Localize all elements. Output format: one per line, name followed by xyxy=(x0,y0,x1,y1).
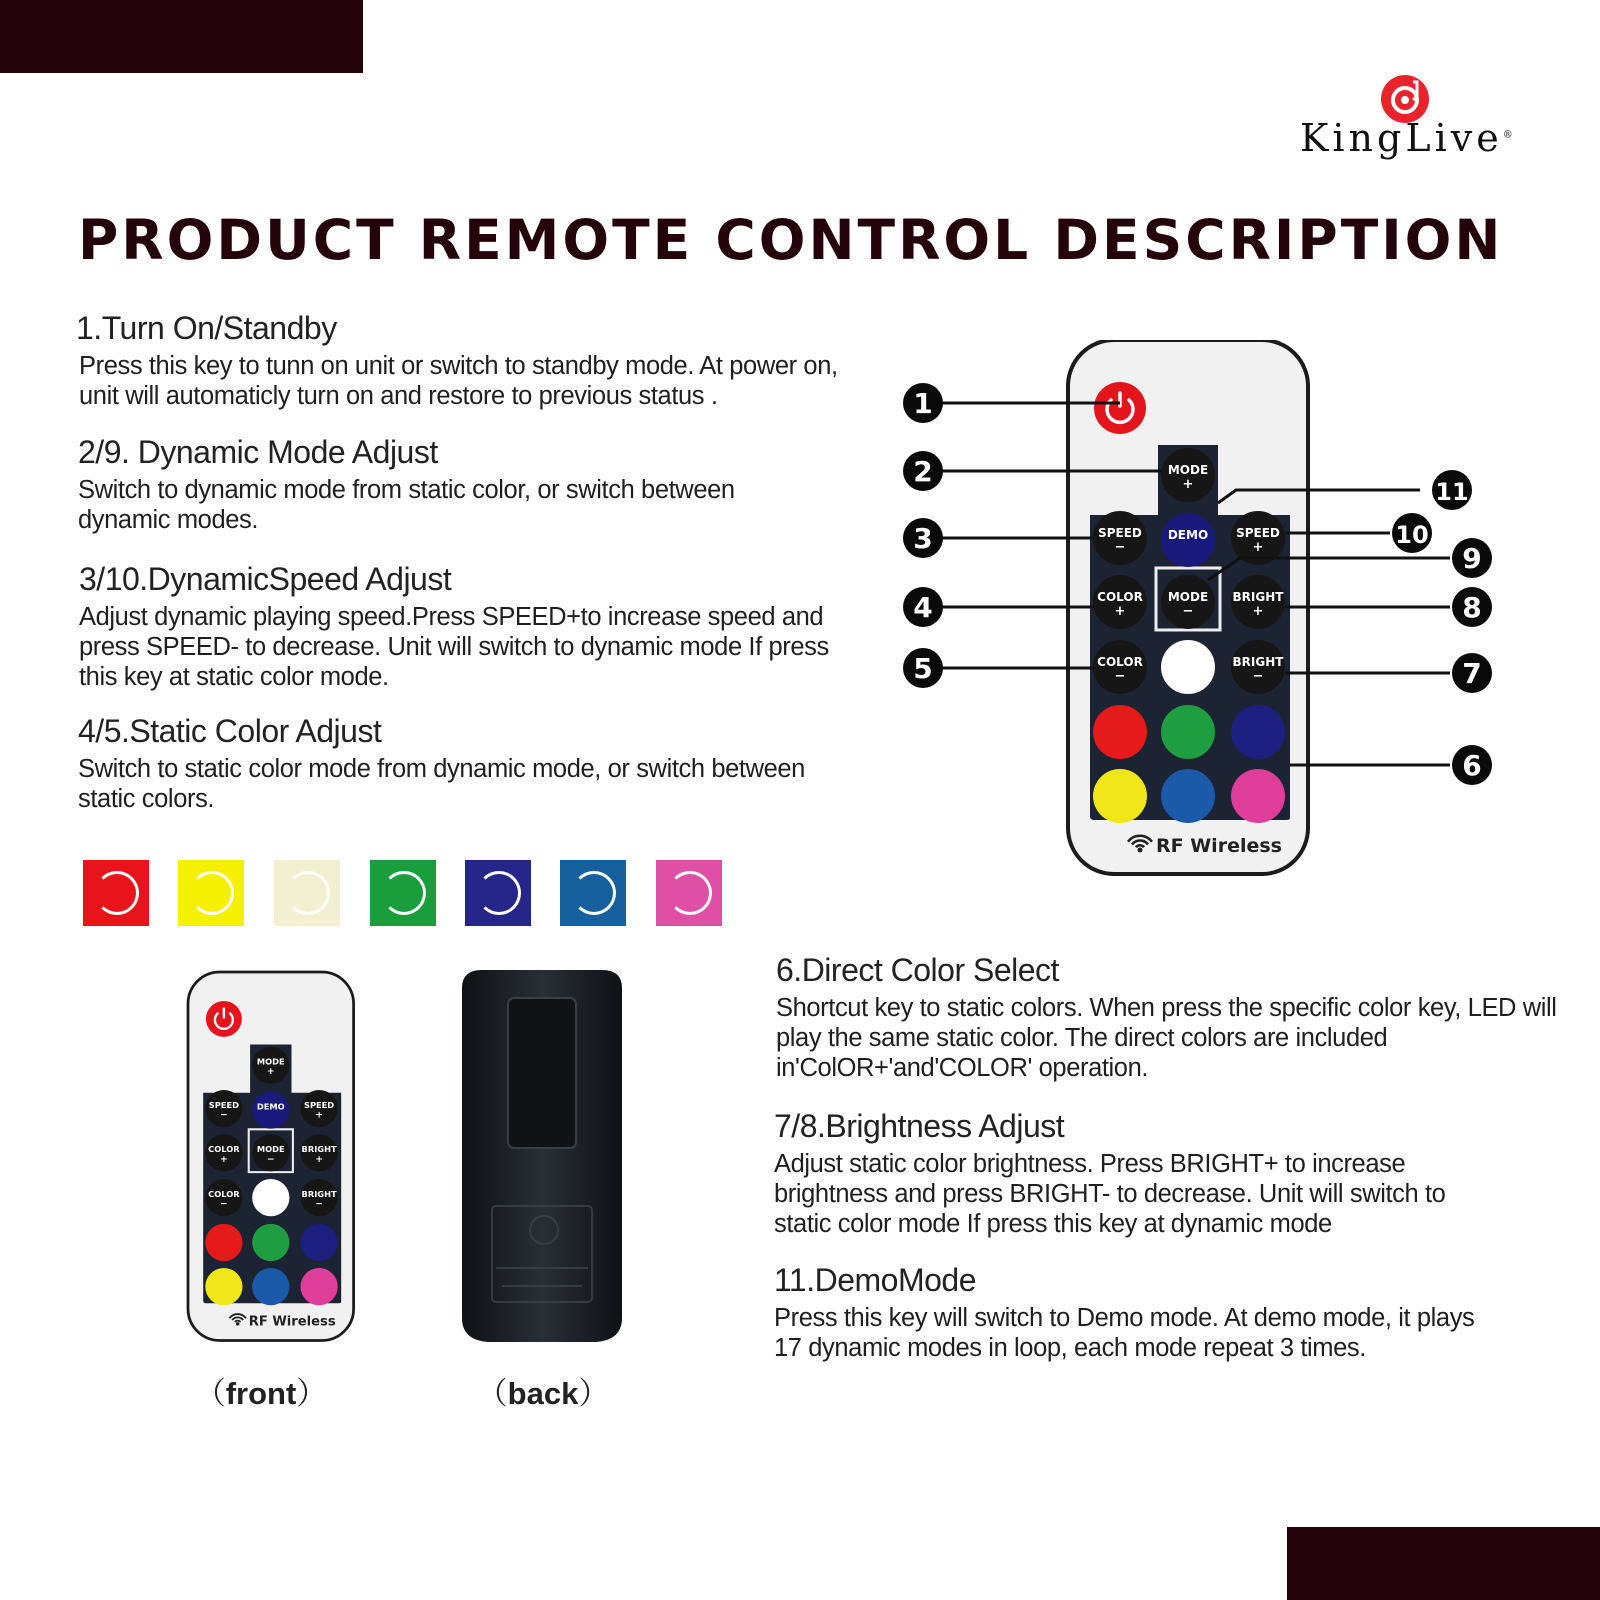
color-swatch xyxy=(465,860,531,926)
white-key xyxy=(252,1179,289,1216)
caption-close-paren: ） xyxy=(296,1376,328,1411)
speed-plus-key-sign: + xyxy=(1252,540,1264,555)
section-turn-on xyxy=(76,310,876,411)
callout-number: 5 xyxy=(913,652,933,685)
speed-minus-key-label: SPEED xyxy=(1098,526,1142,540)
section-body: Shortcut key to static colors. When press the specific color key, LED will play the same static color. The direct colors are included in'ColOR+'and'COLOR' operation. xyxy=(776,994,1557,1082)
mode-minus-key-label: MODE xyxy=(1167,590,1209,604)
callout-number: 10 xyxy=(1395,521,1429,549)
section-body: Switch to static color mode from dynamic mode, or switch between static colors. xyxy=(78,755,805,813)
section-body: Switch to dynamic mode from static color, or switch between dynamic modes. xyxy=(78,476,735,534)
color-swatch xyxy=(560,860,626,926)
color-swatches xyxy=(83,860,733,928)
section-body: Press this key will switch to Demo mode. At demo mode, it plays 17 dynamic modes in loop, each mode repeat 3 times. xyxy=(774,1304,1475,1362)
registered-mark: ® xyxy=(1502,129,1517,141)
speed-minus-key-label: SPEED xyxy=(208,1099,239,1110)
mode-plus-key-label: MODE xyxy=(1167,463,1209,477)
power-button xyxy=(1094,382,1146,434)
bright-plus-key-sign: + xyxy=(1252,604,1264,619)
swatch-ring-icon xyxy=(668,871,712,915)
color-plus-key-sign: + xyxy=(220,1154,228,1165)
blue-key xyxy=(1161,769,1215,823)
bottom-accent-bar xyxy=(1287,1527,1600,1600)
remote-front-photo xyxy=(186,970,356,1342)
top-accent-bar xyxy=(0,0,363,73)
section-body: Adjust static color brightness. Press BRIGHT+ to increase brightness and press BRIGHT- to decrease. Unit will switch to static color mode If press this key at dynamic mode xyxy=(774,1150,1446,1238)
section-heading: 11.DemoMode xyxy=(774,1262,977,1298)
callout-number: 9 xyxy=(1462,542,1482,575)
wireless-icon xyxy=(1138,848,1143,853)
color-swatch xyxy=(178,860,244,926)
bright-minus-key-label: BRIGHT xyxy=(301,1188,337,1199)
swatch-ring-icon xyxy=(382,871,426,915)
swatch-ring-icon xyxy=(190,871,234,915)
caption-open-paren: （ xyxy=(476,1376,508,1411)
caption-back-label: back xyxy=(507,1376,579,1411)
bright-plus-key-label: BRIGHT xyxy=(1232,590,1284,604)
demo-key-label: DEMO xyxy=(256,1101,285,1112)
section-heading: 2/9. Dynamic Mode Adjust xyxy=(78,434,438,470)
caption-back xyxy=(443,1368,643,1413)
swatch-ring-icon xyxy=(95,871,139,915)
yellow-key xyxy=(205,1268,242,1305)
color-swatch xyxy=(83,860,149,926)
speed-plus-key-label: SPEED xyxy=(1236,526,1280,540)
swatch-ring-icon xyxy=(286,871,330,915)
power-button xyxy=(206,1001,242,1037)
callout-number: 7 xyxy=(1462,657,1482,690)
green-key xyxy=(252,1224,289,1261)
color-minus-key-label: COLOR xyxy=(1097,655,1143,669)
mode-minus-key-sign: − xyxy=(267,1154,275,1165)
caption-front-label: front xyxy=(225,1376,297,1411)
demo-key-label: DEMO xyxy=(1167,528,1209,542)
section-heading: 3/10.DynamicSpeed Adjust xyxy=(79,561,452,597)
callout-number: 8 xyxy=(1462,591,1482,624)
callout-number: 3 xyxy=(913,522,933,555)
brand xyxy=(1300,70,1517,170)
rf-wireless-label: RF Wireless xyxy=(248,1314,336,1330)
section-brightness xyxy=(774,1108,1564,1239)
mode-plus-key-sign: + xyxy=(267,1067,275,1078)
section-heading: 1.Turn On/Standby xyxy=(76,310,337,346)
callout-number: 1 xyxy=(913,387,933,420)
section-demo-mode xyxy=(774,1262,1564,1363)
callout-number: 4 xyxy=(913,591,933,624)
color-plus-key-label: COLOR xyxy=(208,1144,240,1155)
mode-minus-key-sign: − xyxy=(1182,604,1194,619)
pink-key xyxy=(1231,769,1285,823)
yellow-key xyxy=(1093,769,1147,823)
section-dynamic-speed xyxy=(79,561,879,692)
speed-minus-key-sign: − xyxy=(220,1110,228,1121)
remote-back-photo xyxy=(456,968,628,1346)
mode-plus-key-sign: + xyxy=(1182,477,1194,492)
color-swatch xyxy=(370,860,436,926)
navy-key xyxy=(1231,705,1285,759)
bright-plus-key-sign: + xyxy=(315,1154,323,1165)
section-heading: 7/8.Brightness Adjust xyxy=(774,1108,1065,1144)
section-body: Press this key to tunn on unit or switch to standby mode. At power on, unit will automaticly turn on and restore to previous status . xyxy=(79,352,838,410)
bright-minus-key-label: BRIGHT xyxy=(1232,655,1284,669)
mode-minus-key-label: MODE xyxy=(256,1144,285,1155)
pink-key xyxy=(300,1268,337,1305)
speed-plus-key-label: SPEED xyxy=(304,1099,335,1110)
wireless-icon xyxy=(236,1322,239,1325)
mode-plus-key-label: MODE xyxy=(256,1056,285,1067)
bright-plus-key-label: BRIGHT xyxy=(301,1144,337,1155)
green-key xyxy=(1161,705,1215,759)
callout-number: 11 xyxy=(1435,478,1469,506)
bright-minus-key-sign: − xyxy=(1252,669,1264,684)
caption-front xyxy=(161,1368,361,1413)
remote-diagram xyxy=(890,340,1510,900)
page-title: PRODUCT REMOTE CONTROL DESCRIPTION xyxy=(78,208,1504,272)
section-dynamic-mode xyxy=(78,434,878,535)
white-key xyxy=(1161,640,1215,694)
red-key xyxy=(1093,705,1147,759)
bright-minus-key-sign: − xyxy=(315,1199,323,1210)
color-minus-key-label: COLOR xyxy=(208,1188,240,1199)
speed-plus-key-sign: + xyxy=(315,1110,323,1121)
color-minus-key-sign: − xyxy=(1114,669,1126,684)
section-body: Adjust dynamic playing speed.Press SPEED+to increase speed and press SPEED- to decrease. Unit will switch to dynamic mode If press this key at static color mode. xyxy=(79,603,829,691)
color-plus-key-label: COLOR xyxy=(1097,590,1143,604)
section-static-color xyxy=(78,713,878,814)
section-direct-color xyxy=(776,952,1566,1083)
caption-close-paren: ） xyxy=(578,1376,610,1411)
swatch-ring-icon xyxy=(572,871,616,915)
callout-number: 2 xyxy=(913,455,933,488)
swatch-ring-icon xyxy=(477,871,521,915)
color-plus-key-sign: + xyxy=(1114,604,1126,619)
blue-key xyxy=(252,1268,289,1305)
speed-minus-key-sign: − xyxy=(1114,540,1126,555)
color-minus-key-sign: − xyxy=(220,1199,228,1210)
rf-wireless-label: RF Wireless xyxy=(1156,835,1282,857)
color-swatch xyxy=(274,860,340,926)
red-key xyxy=(205,1224,242,1261)
brand-name: KingLive xyxy=(1300,116,1503,160)
color-swatch xyxy=(656,860,722,926)
callout-number: 6 xyxy=(1462,749,1482,782)
caption-open-paren: （ xyxy=(194,1376,226,1411)
section-heading: 6.Direct Color Select xyxy=(776,952,1059,988)
section-heading: 4/5.Static Color Adjust xyxy=(78,713,382,749)
navy-key xyxy=(300,1224,337,1261)
